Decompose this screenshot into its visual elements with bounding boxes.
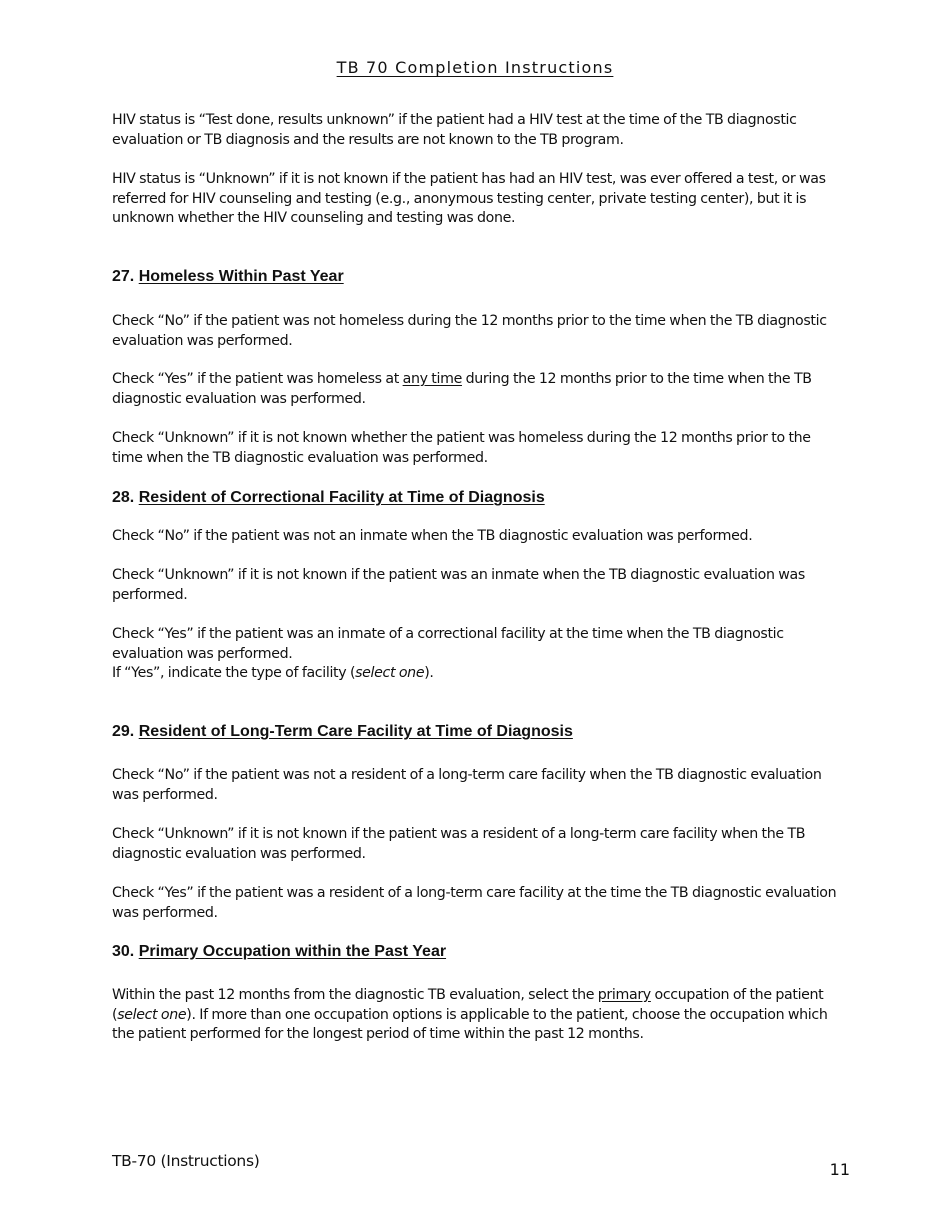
footer-form-name: TB-70 (Instructions) xyxy=(112,1152,260,1170)
section-27-title: Homeless Within Past Year xyxy=(138,268,344,285)
section-29-yes-paragraph: Check “Yes” if the patient was a resident of a long-term care facility at the time the TB diagnostic evaluation was performed. xyxy=(112,885,837,921)
section-30-title: Primary Occupation within the Past Year xyxy=(138,943,447,960)
page-number: 11 xyxy=(829,1160,850,1179)
emphasis-select-one: select one xyxy=(355,665,425,681)
section-29-number: 29. xyxy=(112,723,135,740)
section-30-heading xyxy=(112,943,842,961)
text-run: during the 12 months prior to the time when the TB diagnostic evaluation was performed. xyxy=(112,371,812,407)
emphasis-select-one: select one xyxy=(117,1006,187,1023)
section-27-yes-paragraph xyxy=(112,370,842,409)
text-run: ). xyxy=(424,665,434,681)
section-27-heading xyxy=(112,268,842,286)
page-title: TB 70 Completion Instructions xyxy=(336,58,614,77)
text-run: ). If more than one occupation options is applicable to the patient, choose the occupation which the patient performed for the longest period of time within the past 12 months. xyxy=(112,1006,828,1042)
section-28-number: 28. xyxy=(112,489,135,506)
emphasis-any-time: any time xyxy=(402,371,462,387)
section-28-title: Resident of Correctional Facility at Time of Diagnosis xyxy=(138,489,545,506)
text-run: Check “Yes” if the patient was homeless at xyxy=(112,371,403,387)
text-run: occupation of the patient ( xyxy=(112,987,824,1023)
section-29-heading xyxy=(112,723,842,741)
section-29-no-paragraph: Check “No” if the patient was not a resident of a long-term care facility when the TB diagnostic evaluation was performed. xyxy=(112,767,822,803)
hiv-unknown-paragraph: HIV status is “Unknown” if it is not known if the patient has had an HIV test, was ever offered a test, or was referred for HIV counseling and testing (e.g., anonymous testing center, private testing center), but it is unknown whether the HIV counseling and testing was done. xyxy=(112,171,826,226)
section-28-unknown-paragraph: Check “Unknown” if it is not known if the patient was an inmate when the TB diagnostic evaluation was performed. xyxy=(112,567,805,603)
text-run: Within the past 12 months from the diagnostic TB evaluation, select the xyxy=(112,987,598,1003)
section-28-yes-paragraph: Check “Yes” if the patient was an inmate of a correctional facility at the time when the TB diagnostic evaluation was performed. xyxy=(112,626,784,662)
emphasis-primary: primary xyxy=(597,987,651,1003)
hiv-test-done-paragraph: HIV status is “Test done, results unknown” if the patient had a HIV test at the time of the TB diagnostic evaluation or TB diagnosis and the results are not known to the TB program. xyxy=(112,112,797,148)
section-28-no-paragraph: Check “No” if the patient was not an inmate when the TB diagnostic evaluation was performed. xyxy=(112,528,753,544)
section-28-heading xyxy=(112,489,842,507)
section-30-paragraph xyxy=(112,986,842,1045)
section-27-unknown-paragraph: Check “Unknown” if it is not known whether the patient was homeless during the 12 months prior to the time when the TB diagnostic evaluation was performed. xyxy=(112,430,811,466)
section-27-number: 27. xyxy=(112,268,135,285)
section-29-title: Resident of Long-Term Care Facility at Time of Diagnosis xyxy=(138,723,573,740)
section-27-no-paragraph: Check “No” if the patient was not homeless during the 12 months prior to the time when the TB diagnostic evaluation was performed. xyxy=(112,313,827,349)
section-29-unknown-paragraph: Check “Unknown” if it is not known if the patient was a resident of a long-term care facility when the TB diagnostic evaluation was performed. xyxy=(112,826,806,862)
section-28-facility-type-paragraph xyxy=(112,664,842,684)
section-30-number: 30. xyxy=(112,943,135,960)
text-run: If “Yes”, indicate the type of facility ( xyxy=(112,665,356,681)
